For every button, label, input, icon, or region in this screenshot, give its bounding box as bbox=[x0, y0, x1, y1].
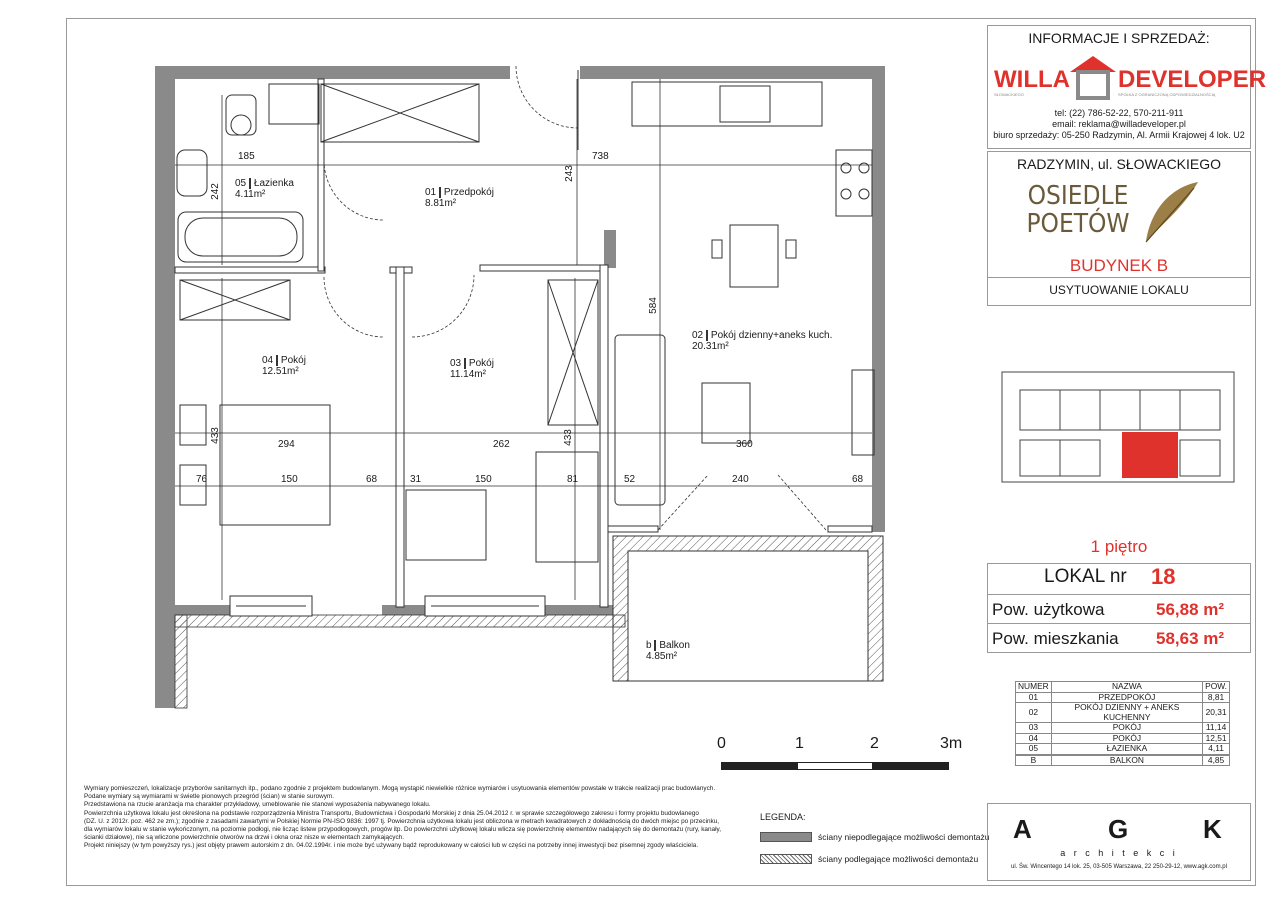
dim-150a: 150 bbox=[281, 474, 298, 485]
cell: 4,85 bbox=[1203, 755, 1230, 766]
floor-label: 1 piętro bbox=[1090, 537, 1148, 556]
legend-item-2: ściany podlegające możliwości demontażu bbox=[818, 854, 979, 864]
note-7: ścianki działowe), nie są wliczone powierzchnie otworów na drzwi i okna oraz nisze w elementach zamykających. bbox=[84, 834, 405, 842]
cell: 03 bbox=[1016, 723, 1052, 734]
dim-584: 584 bbox=[647, 297, 659, 314]
brand-sub-right: SPÓŁKA Z OGRANICZONĄ ODPOWIEDZIALNOŚCIĄ bbox=[1118, 92, 1216, 97]
unit-location-marker bbox=[1122, 432, 1178, 478]
lower-wall-hatched bbox=[175, 615, 187, 708]
cell: POKÓJ bbox=[1051, 733, 1202, 744]
note-5: (DZ. U. z 2012r. poz. 462 ze zm.); zgodnie z zasadami zawartymi w Polskiej Normie PN-ISO 9836: 1997 tj. Powierzchnia użytkowa lokalu jest obliczona w metrach kwadratowych z dokładnością do dwóch miejsc po przecinku, bbox=[84, 817, 720, 825]
room-03-num: 03 bbox=[450, 358, 462, 369]
living-label: Pow. mieszkania bbox=[992, 629, 1119, 648]
notes bbox=[84, 785, 754, 851]
table-row bbox=[1016, 744, 1230, 755]
living-value: 58,63 m² bbox=[1156, 629, 1225, 648]
living-furniture bbox=[548, 280, 874, 505]
architect-letter-g: G bbox=[1108, 814, 1129, 844]
room-01-area: 8.81m² bbox=[425, 198, 457, 209]
cell: 05 bbox=[1016, 744, 1052, 755]
room-b-num: b bbox=[646, 640, 652, 651]
note-1: Wymiary pomieszczeń, lokalizacje przyborów sanitarnych itp., podano zgodnie z projektem budowlanym. Mogą wystąpić niewielkie różnice wymiarów i usytuowania elementów powstałe w trakcie realizacji prac budowlanych. bbox=[84, 785, 716, 792]
brand-left: WILLA bbox=[994, 66, 1070, 93]
cell: 4,11 bbox=[1203, 744, 1230, 755]
architect-letter-k: K bbox=[1203, 814, 1222, 844]
room-01-name: Przedpokój bbox=[439, 187, 494, 198]
cell: 20,31 bbox=[1203, 703, 1230, 723]
cell: ŁAZIENKA bbox=[1051, 744, 1202, 755]
dim-433a: 433 bbox=[209, 427, 221, 444]
cell: PRZEDPOKÓJ bbox=[1051, 692, 1202, 703]
cell: 12,51 bbox=[1203, 733, 1230, 744]
architect-letter-a: A bbox=[1013, 814, 1032, 844]
dim-76: 76 bbox=[196, 474, 208, 485]
legend-item-1: ściany niepodlegające możliwości demontażu bbox=[818, 832, 990, 842]
cell: BALKON bbox=[1051, 755, 1202, 766]
house-logo-icon bbox=[1068, 54, 1118, 102]
dim-81: 81 bbox=[567, 474, 579, 485]
note-6: dla wymiarów lokalu w stanie wykończonym, na poziomie podłogi, nie licząc listew przypodłogowych, progów itp. Do powierzchni użytkowej lokalu wlicza się powierzchnię elementów nadających się do demontażu (rury, kanały, bbox=[84, 826, 721, 834]
dim-240: 240 bbox=[732, 474, 749, 485]
dim-52: 52 bbox=[624, 474, 636, 485]
scale-label-3: 3m bbox=[940, 735, 963, 752]
info-title: INFORMACJE I SPRZEDAŻ: bbox=[1028, 30, 1210, 46]
brand-sub-left: SŁOWACKIEGO bbox=[994, 92, 1024, 97]
table-row bbox=[1016, 692, 1230, 703]
lokal-label: LOKAL nr bbox=[1044, 566, 1127, 587]
email: email: reklama@willadeveloper.pl bbox=[1052, 119, 1186, 129]
note-3: Przedstawiona na rzucie aranżacja ma charakter przykładowy, umeblowanie nie stanowi wyposażenia nabywanego lokalu. bbox=[84, 801, 431, 809]
architect-word: a r c h i t e k c i bbox=[1060, 848, 1178, 858]
project-panel bbox=[987, 151, 1251, 306]
phone: tel: (22) 786-52-22, 570-211-911 bbox=[1054, 108, 1184, 118]
room-05-area: 4.11m² bbox=[235, 189, 266, 200]
dim-242: 242 bbox=[209, 183, 221, 200]
windows bbox=[230, 66, 580, 616]
table-row bbox=[1016, 733, 1230, 744]
architect-panel bbox=[987, 803, 1251, 881]
building: BUDYNEK B bbox=[1069, 256, 1169, 275]
legend-swatch-solid bbox=[760, 832, 812, 842]
location: RADZYMIN, ul. SŁOWACKIEGO bbox=[1016, 156, 1222, 172]
dim-150b: 150 bbox=[475, 474, 492, 485]
room-04-num: 04 bbox=[262, 355, 274, 366]
dim-360: 360 bbox=[736, 439, 753, 450]
info-panel bbox=[987, 25, 1267, 149]
note-8: Projekt niniejszy (w tym powyższy rys.) jest objęty prawem autorskim z dn. 04.02.1994r. i nie może być używany bądź reprodukowany w całości lub w części na potrzeby innej inwestycji bez pisemnej zgody właściciela. bbox=[84, 842, 699, 850]
scale-seg-2 bbox=[797, 762, 873, 770]
scale-seg-3 bbox=[873, 762, 949, 770]
room-03-area: 11.14m² bbox=[450, 369, 486, 380]
site-plan-thumbnail bbox=[1000, 370, 1240, 490]
room-03-name: Pokój bbox=[464, 358, 494, 369]
table-row bbox=[1016, 755, 1230, 766]
room-04-label bbox=[262, 355, 306, 377]
dim-31: 31 bbox=[410, 474, 422, 485]
cell: 02 bbox=[1016, 703, 1052, 723]
dim-294: 294 bbox=[278, 439, 295, 450]
unit-panel bbox=[987, 563, 1251, 653]
room-b-area: 4.85m² bbox=[646, 651, 678, 662]
architect-address: ul. Św. Wincentego 14 lok. 25, 03-505 Warszawa, 22 250-29-12, www.agk.com.pl bbox=[1011, 864, 1227, 870]
office: biuro sprzedaży: 05-250 Radzymin, Al. Armii Krajowej 4 lok. U2 bbox=[993, 130, 1245, 140]
usable-label: Pow. użytkowa bbox=[992, 600, 1105, 619]
cell: 11,14 bbox=[1203, 723, 1230, 734]
logo-line1: OSIEDLE bbox=[1027, 181, 1129, 211]
dim-68a: 68 bbox=[366, 474, 378, 485]
room-05-label bbox=[235, 178, 294, 200]
logo-line2: POETÓW bbox=[1026, 209, 1130, 239]
note-4: Powierzchnia użytkowa lokalu jest określona na podstawie rozporządzenia Ministra Transportu, Budownictwa i Gospodarki Morskiej z dnia 25.04.2012 r. w sprawie szczegółowego zakresu i formy projektu budowlanego bbox=[84, 809, 699, 817]
scale-seg-1 bbox=[721, 762, 797, 770]
dim-433b: 433 bbox=[562, 429, 574, 446]
room-02-num: 02 bbox=[692, 330, 704, 341]
dim-185: 185 bbox=[238, 151, 255, 162]
room-b-name: Balkon bbox=[654, 640, 690, 651]
table-row bbox=[1016, 723, 1230, 734]
scale-label-1: 1 bbox=[795, 735, 804, 752]
cell: POKÓJ bbox=[1051, 723, 1202, 734]
room-04-area: 12.51m² bbox=[262, 366, 299, 377]
cell: 01 bbox=[1016, 692, 1052, 703]
col-area: POW. bbox=[1203, 682, 1230, 693]
legend-title: LEGENDA: bbox=[760, 812, 806, 822]
dim-738: 738 bbox=[592, 151, 609, 162]
col-name: NAZWA bbox=[1051, 682, 1202, 693]
kitchen-fixtures bbox=[632, 82, 872, 287]
cell: 8,81 bbox=[1203, 692, 1230, 703]
lower-wall-hatched-top bbox=[175, 615, 625, 627]
room-02-name: Pokój dzienny+aneks kuch. bbox=[706, 330, 832, 341]
room-01-label bbox=[425, 187, 494, 209]
dim-68b: 68 bbox=[852, 474, 864, 485]
rooms-table-header bbox=[1016, 682, 1230, 693]
floor-plan bbox=[66, 18, 966, 718]
usable-value: 56,88 m² bbox=[1156, 600, 1225, 619]
scale-label-2: 2 bbox=[870, 735, 879, 752]
room-b-label bbox=[646, 640, 690, 662]
dim-243: 243 bbox=[563, 165, 575, 182]
feather-quill-icon bbox=[1138, 178, 1208, 248]
brand-right: DEVELOPER bbox=[1118, 66, 1267, 93]
dim-262: 262 bbox=[493, 439, 510, 450]
note-2: Podane wymiary są wymiarami w świetle pionowych przegród (ścian) w stanie surowym. bbox=[84, 793, 335, 801]
room-05-num: 05 bbox=[235, 178, 247, 189]
cell: B bbox=[1016, 755, 1052, 766]
cell: 04 bbox=[1016, 733, 1052, 744]
legend-swatch-hatched bbox=[760, 854, 812, 864]
section-title: USYTUOWANIE LOKALU bbox=[1049, 283, 1189, 297]
table-row bbox=[1016, 703, 1230, 723]
unit-divider-1 bbox=[988, 594, 1250, 595]
rooms-table bbox=[1015, 681, 1230, 766]
room-01-num: 01 bbox=[425, 187, 437, 198]
divider bbox=[988, 277, 1250, 278]
scale-label-0: 0 bbox=[717, 735, 726, 752]
lokal-number: 18 bbox=[1151, 564, 1176, 589]
room-03-label bbox=[450, 358, 494, 380]
room-02-label bbox=[692, 330, 832, 352]
room-02-area: 20.31m² bbox=[692, 341, 729, 352]
unit-divider-2 bbox=[988, 623, 1250, 624]
room-04-name: Pokój bbox=[276, 355, 306, 366]
cell: POKÓJ DZIENNY + ANEKS KUCHENNY bbox=[1051, 703, 1202, 723]
col-number: NUMER bbox=[1016, 682, 1052, 693]
bedroom-furniture bbox=[180, 280, 598, 562]
room-05-name: Łazienka bbox=[249, 178, 294, 189]
